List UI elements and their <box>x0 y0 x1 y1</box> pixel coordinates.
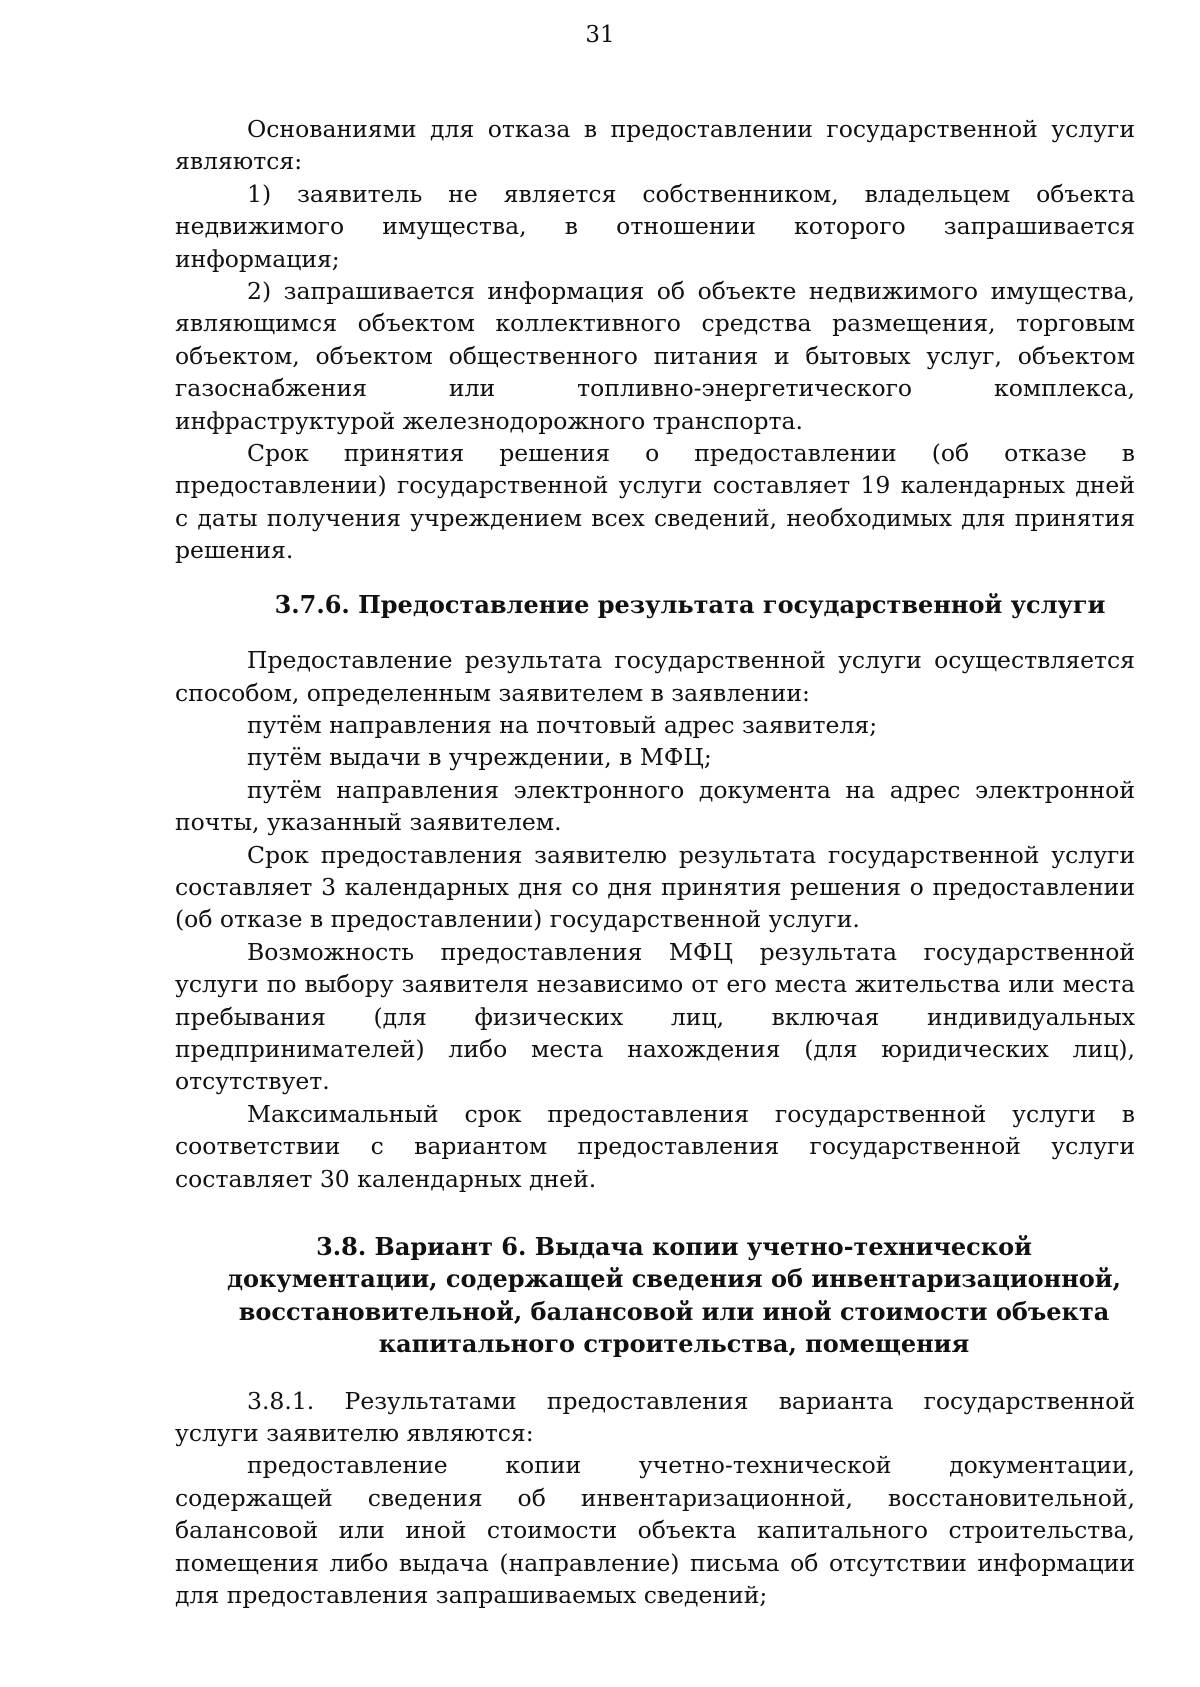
refusal-item-2: 2) запрашивается информация об объекте недвижимого имущества, являющимся объектом коллективного средства размещения, торговым объектом, объектом общественного питания и бытовых услуг, объектом газоснабжения или топливно-энергетического комплекса, инфраструктурой железнодорожного транспорта. <box>175 277 1135 435</box>
result-methods-intro: Предоставление результата государственной услуги осуществляется способом, определенным заявителем в заявлении: <box>175 646 1135 707</box>
result-delivery-term: Срок предоставления заявителю результата государственной услуги составляет 3 календарных дня со дня принятия решения о предоставлении (об отказе в предоставлении) государственной услуги. <box>175 840 1135 934</box>
section-3-8-1-paragraph: 3.8.1. Результатами предоставления варианта государственной услуги заявителю являются: <box>175 1386 1135 1448</box>
section-3-7-6-heading: 3.7.6. Предоставление результата государственной услуги <box>274 589 1106 619</box>
page-content <box>175 113 1135 1611</box>
section-3-8-heading: 3.8. Вариант 6. Выдача копии учетно-технической документации, содержащей сведения об инвентаризационной, восстановительной, балансовой или иной стоимости объекта капитального строительства, помещения <box>227 1232 1121 1359</box>
refusal-intro: Основаниями для отказа в предоставлении государственной услуги являются: <box>175 115 1135 176</box>
maximum-term-paragraph: Максимальный срок предоставления государственной услуги в соответствии с вариантом предоставления государственной услуги составляет 30 календарных дней. <box>175 1099 1135 1193</box>
result-method-email: путём направления электронного документа на адрес электронной почты, указанный заявителем. <box>175 775 1135 837</box>
mfc-extraterritorial-paragraph: Возможность предоставления МФЦ результата государственной услуги по выбору заявителя независимо от его места жительства или места пребывания (для физических лиц, включая индивидуальных предпринимателей) либо места нахождения (для юридических лиц), отсутствует. <box>175 937 1135 1096</box>
result-method-office: путём выдачи в учреждении, в МФЦ; <box>247 743 712 772</box>
refusal-item-1: 1) заявитель не является собственником, владельцем объекта недвижимого имущества, в отношении которого запрашивается информация; <box>175 179 1135 273</box>
result-method-mail: путём направления на почтовый адрес заявителя; <box>247 710 878 739</box>
page-number: 31 <box>585 22 615 48</box>
decision-term-paragraph: Срок принятия решения о предоставлении (об отказе в предоставлении) государственной услуги составляет 19 календарных дней с даты получения учреждением всех сведений, необходимых для принятия решения. <box>175 439 1135 565</box>
section-3-8-1-result-paragraph: предоставление копии учетно-технической документации, содержащей сведения об инвентаризационной, восстановительной, балансовой или иной стоимости объекта капитального строительства, помещения либо выдача (направление) письма об отсутствии информации для предоставления запрашиваемых сведений; <box>175 1451 1135 1610</box>
